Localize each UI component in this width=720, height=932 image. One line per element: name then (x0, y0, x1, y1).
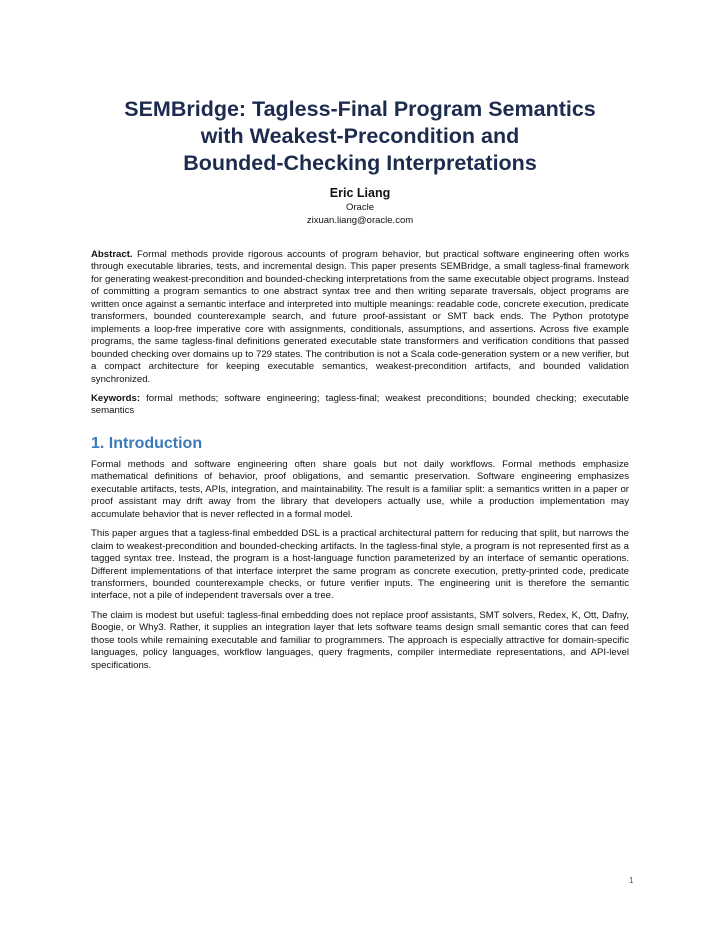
abstract-text: Formal methods provide rigorous accounts of program behavior, but practical software engineering often works through executable libraries, tests, and incremental design. This paper presents SEMBridge, a small tagless-final framework for generating weakest-precondition and bounded-checking interpretations from the same executable object programs. Instead of committing a program semantics to one abstract syntax tree and then writing separate traversals, object programs are written once against a semantic interface and interpreted into multiple meanings: readable code, concrete execution, predicate transformers, bounded counterexample search, and future proof-assistant or SMT back ends. The Python prototype implements a loop-free imperative core with assignments, conditionals, assumptions, and assertions. Across five example programs, the same tagless-final definitions generated executable state transformers and verification conditions that passed bounded checking over domains up to 729 states. The contribution is not a Scala code-generation system or a new verifier, but a compact architecture for keeping executable semantics, weakest-precondition artifacts, and bounded validation synchronized. (91, 249, 629, 385)
body-paragraph: This paper argues that a tagless-final embedded DSL is a practical architectural pattern for reducing that split, but narrows the claim to weakest-precondition and bounded-checking artifacts. In the tagless-final style, a program is not represented first as a tagged syntax tree. Instead, the program is a host-language function parameterized by an interface of semantic operations. Different implementations of that interface interpret the same program as concrete execution, pretty-printed code, predicate transformers, bounded counterexample checks, or future verifier inputs. The engineering unit is therefore the semantic interface, not a pile of independent traversals over a tree. (91, 528, 629, 602)
section-heading: 1. Introduction (91, 434, 203, 452)
abstract-label: Abstract. (91, 249, 133, 260)
body-paragraph: The claim is modest but useful: tagless-final embedding does not replace proof assistants, SMT solvers, Redex, K, Ott, Dafny, Boogie, or Why3. Rather, it supplies an integration layer that lets software teams design small semantic cores that can feed those tools while remaining executable and familiar to programmers. The approach is especially attractive for domain-specific languages, policy languages, workflow languages, query fragments, compiler intermediate representations, and API-level specifications. (91, 609, 629, 671)
keywords-label: Keywords: (91, 392, 141, 404)
title-line: SEMBridge: Tagless-Final Program Semantics (124, 97, 596, 121)
title-line: with Weakest-Precondition and (200, 124, 520, 148)
abstract (91, 249, 629, 386)
author-affiliation: Oracle (346, 202, 374, 213)
paper-title (91, 96, 629, 177)
page-number: 1 (629, 876, 634, 885)
author-name: Eric Liang (329, 186, 391, 200)
keywords-text: formal methods; software engineering; tagless-final; weakest preconditions; bounded checking; executable semantics (91, 392, 629, 417)
title-line: Bounded-Checking Interpretations (183, 151, 537, 175)
keywords (91, 393, 629, 418)
body-paragraph: Formal methods and software engineering often share goals but not daily workflows. Formal methods emphasize mathematical definitions of behavior, proof obligations, and semantic preservation. Software engineering emphasizes executable artifacts, tests, APIs, integration, and maintainability. The result is a familiar split: a semantics written in a paper or proof assistant may drift away from the library that developers actually use, while a production implementation may accumulate behavior that is never reflected in a formal model. (91, 458, 629, 520)
author-email: zixuan.liang@oracle.com (306, 215, 414, 226)
paper-page (91, 0, 629, 679)
